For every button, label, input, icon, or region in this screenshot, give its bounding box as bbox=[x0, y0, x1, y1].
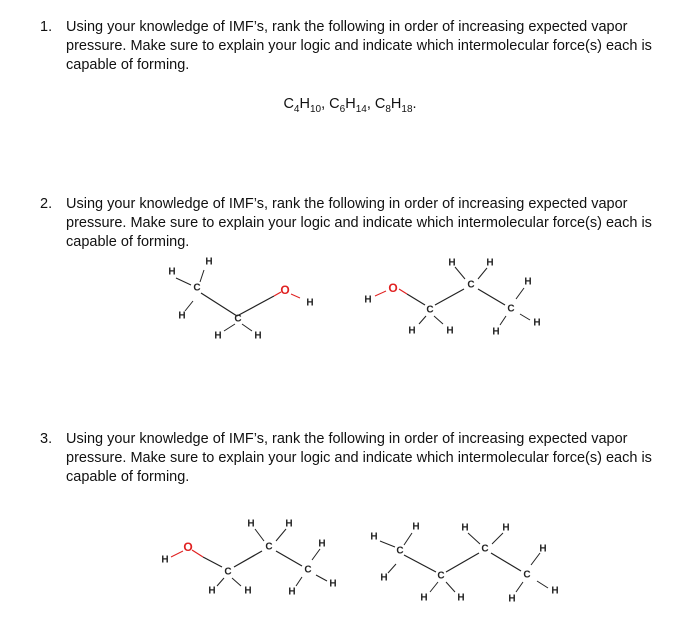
question-number: 2. bbox=[40, 196, 53, 212]
molecule-ethanol bbox=[168, 257, 313, 342]
atom-h: H bbox=[380, 572, 388, 584]
atom-o: O bbox=[388, 281, 398, 295]
atom-h: H bbox=[254, 330, 262, 342]
atom-h: H bbox=[420, 592, 428, 604]
atom-h: H bbox=[448, 257, 456, 269]
molecule-butane bbox=[370, 522, 558, 605]
question-number: 1. bbox=[40, 19, 53, 35]
atom-h: H bbox=[508, 593, 516, 605]
atom-h: H bbox=[288, 586, 296, 598]
atom-h: H bbox=[533, 317, 541, 329]
atom-h: H bbox=[247, 518, 255, 530]
atom-h: H bbox=[539, 543, 547, 555]
question-1 bbox=[40, 18, 670, 75]
atom-h: H bbox=[161, 554, 169, 566]
atom-h: H bbox=[461, 522, 469, 534]
atom-h: H bbox=[408, 325, 416, 337]
question-3 bbox=[40, 430, 670, 487]
formula-c6h14: $C_6H_{14}$, bbox=[329, 96, 375, 115]
atom-h: H bbox=[364, 294, 372, 306]
atom-h: H bbox=[205, 256, 213, 268]
question-2-molecules bbox=[0, 250, 700, 350]
atom-h: H bbox=[370, 531, 378, 543]
atom-h: H bbox=[502, 522, 510, 534]
atom-h: H bbox=[492, 326, 500, 338]
question-text: Using your knowledge of IMF’s, rank the following in order of increasing expected vapor pressure. Make sure to explain your logic and indicate which intermolecular force(s) each is capable of forming. bbox=[66, 19, 652, 73]
atom-h: H bbox=[306, 297, 314, 309]
atom-h: H bbox=[178, 310, 186, 322]
atom-c: C bbox=[396, 545, 404, 557]
question-number: 3. bbox=[40, 431, 53, 447]
question-text: Using your knowledge of IMF’s, rank the following in order of increasing expected vapor pressure. Make sure to explain your logic and indicate which intermolecular force(s) each is capable of forming. bbox=[66, 431, 652, 485]
formula-c8h18: $C_8H_{18}$. bbox=[374, 96, 417, 115]
atom-c: C bbox=[481, 543, 489, 555]
atom-h: H bbox=[285, 518, 293, 530]
question-2 bbox=[40, 195, 670, 252]
atom-c: C bbox=[437, 570, 445, 582]
formula-c4h10: $C_4H_{10}$, bbox=[283, 96, 330, 115]
question-text: Using your knowledge of IMF’s, rank the following in order of increasing expected vapor pressure. Make sure to explain your logic and indicate which intermolecular force(s) each is capable of forming. bbox=[66, 196, 652, 250]
question-3-molecules bbox=[0, 510, 700, 615]
atom-c: C bbox=[193, 282, 201, 294]
atom-c: C bbox=[234, 313, 242, 325]
atom-h: H bbox=[524, 276, 532, 288]
atom-c: C bbox=[523, 569, 531, 581]
atom-c: C bbox=[224, 566, 232, 578]
atom-h: H bbox=[244, 585, 252, 597]
atom-h: H bbox=[551, 585, 559, 597]
atom-o: O bbox=[280, 283, 290, 297]
formula-list bbox=[0, 96, 700, 115]
molecule-propanol bbox=[364, 258, 540, 338]
atom-h: H bbox=[457, 592, 465, 604]
atom-c: C bbox=[467, 279, 475, 291]
atom-o: O bbox=[183, 540, 193, 554]
atom-h: H bbox=[412, 521, 420, 533]
atom-h: H bbox=[214, 330, 222, 342]
atom-c: C bbox=[265, 541, 273, 553]
atom-c: C bbox=[304, 564, 312, 576]
molecule-propanol bbox=[161, 519, 336, 598]
atom-c: C bbox=[507, 303, 515, 315]
atom-h: H bbox=[446, 325, 454, 337]
atom-h: H bbox=[168, 266, 176, 278]
atom-c: C bbox=[426, 304, 434, 316]
atom-h: H bbox=[329, 578, 337, 590]
atom-h: H bbox=[486, 257, 494, 269]
atom-h: H bbox=[318, 538, 326, 550]
atom-h: H bbox=[208, 585, 216, 597]
